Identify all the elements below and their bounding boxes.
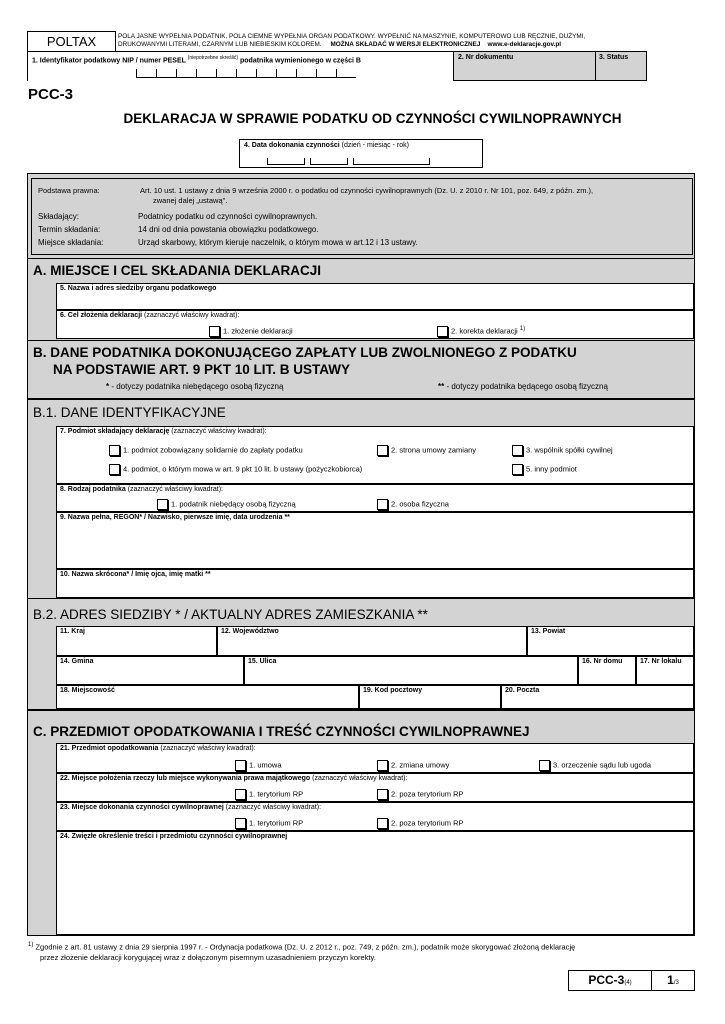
- form-title: DEKLARACJA W SPRAWIE PODATKU OD CZYNNOŚCI CYWILNOPRAWNYCH: [123, 111, 622, 126]
- field-21-label-wrap: [60, 745, 256, 752]
- footnote-sup: 1): [28, 942, 34, 948]
- checkbox-icon[interactable]: [377, 818, 388, 829]
- field-18-label: 18. Miejscowość: [60, 687, 115, 694]
- legal-basis-box: [27, 173, 695, 259]
- field-21-option-2[interactable]: [377, 760, 449, 771]
- field-12-label: 12. Województwo: [221, 628, 279, 635]
- divider: [28, 710, 694, 711]
- field-8-label-wrap: [60, 486, 223, 493]
- checkbox-icon[interactable]: [157, 499, 168, 510]
- basis-key: Podstawa prawna:: [38, 186, 100, 195]
- option-label: 4. podmiot, o którym mowa w art. 9 pkt 10 lit. b ustawy (pożyczkobiorca): [123, 464, 363, 474]
- footer-version: (4): [624, 980, 632, 986]
- field-1-small: (niepotrzebne skreślić): [187, 55, 239, 61]
- option-label: 2. osoba fizyczna: [391, 499, 449, 509]
- field-15-street[interactable]: [244, 656, 578, 685]
- field-15-label: 15. Ulica: [248, 658, 277, 665]
- field-22-label-wrap: [60, 775, 407, 782]
- field-9-label: 9. Nazwa pełna, REGON* / Nazwisko, pierwsze imię, data urodzenia **: [60, 514, 290, 521]
- header-note-line2a: DRUKOWANYMI LITERAMI, CZARNYM LUB NIEBIESKIM KOLOREM.: [118, 41, 322, 48]
- field-2-doc-number: [455, 52, 596, 80]
- field-23-hint: (zaznaczyć właściwy kwadrat):: [225, 804, 322, 811]
- deadline-key: Termin składania:: [38, 225, 101, 234]
- field-4-label: 4. Data dokonania czynności: [244, 142, 340, 149]
- star-note-2: [438, 382, 608, 391]
- header-note-line2c: www.e-deklaracje.gov.pl: [487, 41, 562, 48]
- top-fields: [27, 51, 647, 81]
- field-4-date[interactable]: [239, 139, 483, 168]
- field-23-label-wrap: [60, 804, 321, 811]
- field-7-option-4[interactable]: [109, 464, 362, 475]
- checkbox-icon[interactable]: [539, 760, 550, 771]
- option-label: 1. umowa: [249, 760, 282, 770]
- field-21-label: 21. Przedmiot opodatkowania: [60, 745, 159, 752]
- field-19-label: 19. Kod pocztowy: [363, 687, 423, 694]
- basis-val1: Art. 10 ust. 1 ustawy z dnia 9 września 2000 r. o podatku od czynności cywilnoprawnych (Dz. U. z 2010 r. Nr 101, poz. 649, z późn. zm.),: [140, 186, 594, 195]
- option-label: 5. inny podmiot: [526, 464, 577, 474]
- footnote-ref: 1): [519, 326, 526, 332]
- place-val: Urząd skarbowy, którym kieruje naczelnik, o którym mowa w art.12 i 13 ustawy.: [138, 238, 418, 247]
- option-label: 1. złożenie deklaracji: [223, 326, 293, 336]
- field-21-option-1[interactable]: [235, 760, 282, 771]
- option-label: 3. wspólnik spółki cywilnej: [526, 445, 613, 455]
- footnote: [28, 940, 698, 963]
- section-a: [27, 259, 695, 341]
- field-23-option-1[interactable]: [235, 818, 303, 829]
- field-7-filing-entity: [56, 426, 694, 484]
- header-instructions: [118, 33, 698, 49]
- field-17-flat-no[interactable]: [636, 656, 694, 685]
- field-4-comb-month: [310, 158, 348, 165]
- option-label: 2. poza terytorium RP: [391, 818, 464, 828]
- field-6-option-2[interactable]: [437, 326, 525, 337]
- field-17-label: 17. Nr lokalu: [640, 658, 682, 665]
- header-note-line2: [118, 41, 698, 49]
- option-label: 2. zmiana umowy: [391, 760, 450, 770]
- field-3-label: 3. Status: [599, 54, 629, 61]
- header-note-line1: POLA JASNE WYPEŁNIA PODATNIK, POLA CIEMNE WYPEŁNIA ORGAN PODATKOWY. WYPEŁNIĆ NA MASZYNIE, KOMPUTEROWO LUB RĘCZNIE, DUŻYMI,: [118, 33, 586, 40]
- footer-page-number: 1: [667, 973, 674, 987]
- field-13-county[interactable]: [527, 626, 694, 656]
- checkbox-icon[interactable]: [377, 789, 388, 800]
- field-20-post-office[interactable]: [501, 685, 694, 709]
- field-11-label: 11. Kraj: [60, 628, 85, 635]
- option-label: 2. korekta deklaracji: [451, 326, 518, 336]
- star-symbol: **: [438, 382, 445, 391]
- field-10-label: 10. Nazwa skrócona* / Imię ojca, imię matki **: [60, 571, 211, 578]
- form-code: PCC-3: [28, 86, 74, 103]
- checkbox-icon[interactable]: [377, 499, 388, 510]
- field-1-nip-pesel[interactable]: [28, 52, 454, 81]
- field-5-label: 5. Nazwa i adres siedziby organu podatkowego: [60, 285, 217, 292]
- option-label: 1. podatnik niebędący osobą fizyczną: [171, 499, 296, 509]
- checkbox-icon[interactable]: [512, 445, 523, 456]
- field-11-country[interactable]: [56, 626, 217, 656]
- footer-page: [652, 970, 695, 991]
- field-14-commune[interactable]: [56, 656, 244, 685]
- option-label: 2. strona umowy zamiany: [391, 445, 477, 455]
- option-label: 2. poza terytorium RP: [391, 789, 464, 799]
- field-4-comb-day: [267, 158, 305, 165]
- field-9-full-name[interactable]: [56, 512, 694, 569]
- section-c: [27, 710, 695, 936]
- field-4-label-wrap: [244, 142, 409, 149]
- field-22-option-2[interactable]: [377, 789, 464, 800]
- field-23-place: [56, 802, 694, 831]
- field-6-option-1[interactable]: [209, 326, 293, 337]
- field-22-label: 22. Miejsce położenia rzeczy lub miejsce wykonywania prawa majątkowego: [60, 775, 311, 782]
- checkbox-icon[interactable]: [235, 818, 246, 829]
- field-21-subject: [56, 743, 694, 773]
- section-b: [27, 341, 695, 399]
- field-3-status: [596, 52, 646, 80]
- field-5-tax-office[interactable]: [56, 283, 694, 310]
- field-23-option-2[interactable]: [377, 818, 464, 829]
- option-label: 1. terytorium RP: [249, 789, 304, 799]
- section-b1: [27, 399, 695, 599]
- section-b2: [27, 599, 695, 710]
- basis-val2: zwanej dalej „ustawą".: [153, 196, 228, 205]
- section-a-title: A. MIEJSCE I CEL SKŁADANIA DEKLARACJI: [33, 263, 322, 278]
- field-21-hint: (zaznaczyć właściwy kwadrat):: [160, 745, 256, 752]
- field-21-option-3[interactable]: [539, 760, 651, 771]
- poltax-logo: POLTAX: [27, 31, 116, 51]
- field-6-purpose: [56, 310, 694, 339]
- field-8-hint: (zaznaczyć właściwy kwadrat):: [127, 486, 223, 493]
- field-13-label: 13. Powiat: [531, 628, 566, 635]
- option-label: 1. podmiot zobowiązany solidarnie do zapłaty podatku: [123, 445, 303, 455]
- filer-val: Podatnicy podatku od czynności cywilnoprawnych.: [138, 212, 318, 221]
- checkbox-icon[interactable]: [235, 760, 246, 771]
- field-1-comb: [136, 69, 356, 78]
- section-b-title-line2: NA PODSTAWIE ART. 9 PKT 10 LIT. B USTAWY: [53, 362, 351, 377]
- field-23-label: 23. Miejsce dokonania czynności cywilnoprawnej: [60, 804, 224, 811]
- field-22-location: [56, 773, 694, 802]
- field-7-option-2[interactable]: [377, 445, 476, 456]
- field-4-comb-year: [353, 158, 430, 165]
- field-8-option-2[interactable]: [377, 499, 449, 510]
- field-6-label-wrap: [60, 312, 239, 319]
- deadline-val: 14 dni od dnia powstania obowiązku podatkowego.: [138, 225, 319, 234]
- header-note-line2b: MOŻNA SKŁADAĆ W WERSJI ELEKTRONICZNEJ: [330, 41, 481, 48]
- field-8-label: 8. Rodzaj podatnika: [60, 486, 126, 493]
- field-7-option-1[interactable]: [109, 445, 303, 456]
- checkbox-icon[interactable]: [109, 445, 120, 456]
- checkbox-icon[interactable]: [377, 760, 388, 771]
- field-2-label: 2. Nr dokumentu: [458, 54, 514, 61]
- field-12-voivodeship[interactable]: [217, 626, 527, 656]
- field-4-hint: (dzień - miesiąc - rok): [341, 142, 409, 149]
- divider: [28, 399, 694, 400]
- star-symbol: *: [106, 382, 110, 391]
- checkbox-icon[interactable]: [437, 326, 448, 337]
- field-8-option-1[interactable]: [157, 499, 296, 510]
- footer-form-code: [568, 970, 652, 991]
- field-20-label: 20. Poczta: [505, 687, 540, 694]
- field-10-short-name[interactable]: [56, 569, 694, 598]
- field-7-label-wrap: [60, 428, 267, 435]
- field-22-option-1[interactable]: [235, 789, 303, 800]
- field-6-hint: (zaznaczyć właściwy kwadrat):: [144, 312, 240, 319]
- field-6-label: 6. Cel złożenia deklaracji: [60, 312, 143, 319]
- field-14-label: 14. Gmina: [60, 658, 94, 665]
- field-1-label: 1. Identyfikator podatkowy NIP / numer PESEL: [32, 57, 186, 65]
- checkbox-icon[interactable]: [377, 445, 388, 456]
- section-b-title-line1: B. DANE PODATNIKA DOKONUJĄCEGO ZAPŁATY LUB ZWOLNIONEGO Z PODATKU: [33, 345, 577, 360]
- field-8-taxpayer-type: [56, 484, 694, 512]
- field-7-option-3[interactable]: [512, 445, 613, 456]
- checkbox-icon[interactable]: [512, 464, 523, 475]
- option-label: 3. orzeczenie sądu lub ugoda: [553, 760, 651, 770]
- field-7-hint: (zaznaczyć właściwy kwadrat):: [171, 428, 267, 435]
- field-24-description[interactable]: [56, 831, 694, 935]
- field-16-house-no[interactable]: [578, 656, 636, 685]
- option-label: 1. terytorium RP: [249, 818, 304, 828]
- section-c-title: C. PRZEDMIOT OPODATKOWANIA I TREŚĆ CZYNNOŚCI CYWILNOPRAWNEJ: [33, 724, 530, 739]
- checkbox-icon[interactable]: [209, 326, 220, 337]
- field-22-hint: (zaznaczyć właściwy kwadrat):: [312, 775, 408, 782]
- filer-key: Składający:: [38, 212, 79, 221]
- field-1-label-wrap: [32, 55, 361, 64]
- checkbox-icon[interactable]: [109, 464, 120, 475]
- field-19-postal-code[interactable]: [359, 685, 501, 709]
- checkbox-icon[interactable]: [235, 789, 246, 800]
- field-18-city[interactable]: [56, 685, 359, 709]
- place-key: Miejsce składania:: [38, 238, 104, 247]
- field-16-label: 16. Nr domu: [582, 658, 623, 665]
- footer-code: PCC-3: [588, 973, 625, 987]
- field-7-label: 7. Podmiot składający deklarację: [60, 428, 170, 435]
- field-1-label2: podatnika wymienionego w części B: [240, 57, 361, 65]
- section-b1-title: B.1. DANE IDENTYFIKACYJNE: [33, 405, 226, 420]
- star-text: - dotyczy podatnika będącego osobą fizyczną: [444, 382, 608, 391]
- field-7-option-5[interactable]: [512, 464, 577, 475]
- star-note-1: [106, 382, 283, 391]
- star-text: - dotyczy podatnika niebędącego osobą fizyczną: [109, 382, 284, 391]
- section-b2-title: B.2. ADRES SIEDZIBY * / AKTUALNY ADRES ZAMIESZKANIA **: [33, 607, 428, 622]
- footer-page-total: /3: [673, 980, 679, 986]
- field-24-label: 24. Zwięzłe określenie treści i przedmiotu czynności cywilnoprawnej: [60, 833, 288, 840]
- footnote-line2: przez złożenie deklaracji korygującej wraz z dołączonym pisemnym uzasadnieniem przyczyn korekty.: [40, 952, 376, 962]
- footnote-line1: Zgodnie z art. 81 ustawy z dnia 29 sierpnia 1997 r. - Ordynacja podatkowa (Dz. U. z 2012 r., poz. 749, z późn. zm.), podatnik może skorygować złożoną deklarację: [35, 942, 576, 952]
